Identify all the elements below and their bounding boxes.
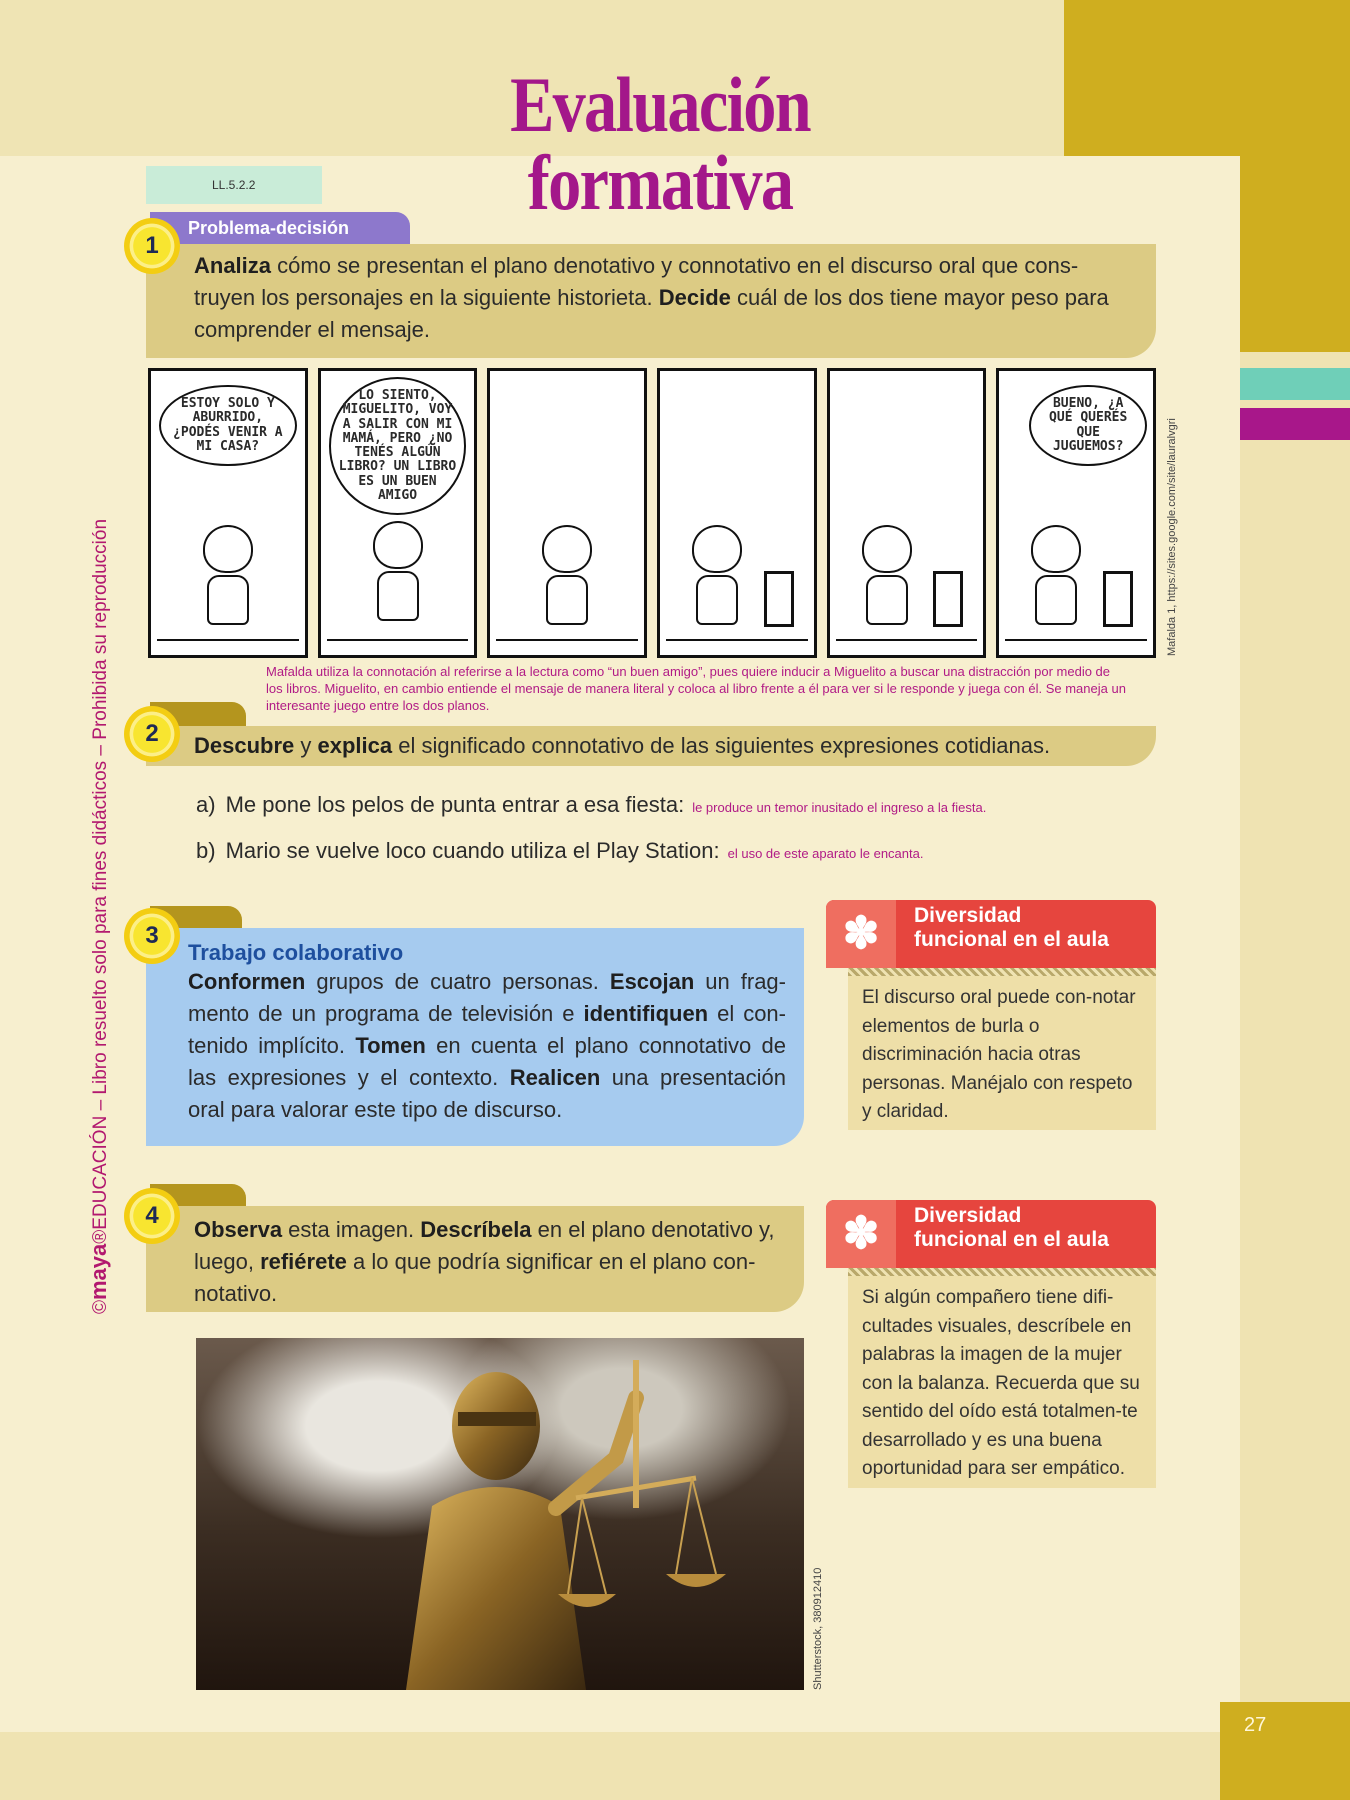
activity3-number-badge: 3 [124, 908, 180, 964]
activity4-number-badge: 4 [124, 1188, 180, 1244]
right-strip [1240, 352, 1350, 1702]
speech-bubble: ESTOY SOLO Y ABURRIDO, ¿PODÉS VENIR A MI CASA? [159, 385, 297, 466]
page-number-box [1220, 1702, 1350, 1800]
diversity-stripe [848, 968, 1156, 976]
bottom-band [0, 1732, 1350, 1800]
book-icon [1103, 571, 1133, 627]
page-title: Evaluación formativa [510, 61, 810, 226]
book-icon [764, 571, 794, 627]
diversity-header-1: ✽ Diversidad funcional en el aula [826, 900, 1156, 968]
side-copyright: ©maya®EDUCACIÓN – Libro resuelto solo para fines didácticos – Prohibida su reproducción [86, 518, 111, 1314]
expression-item-a: a) Me pone los pelos de punta entrar a esa fiesta: le produce un temor inusitado el ingreso a la fiesta. [196, 792, 987, 817]
activity2-instruction: Descubre y explica el significado connotativo de las siguientes expresiones cotidianas. [146, 726, 1156, 766]
photo-credit: Shutterstock, 380912410 [812, 1567, 824, 1690]
activity4-instruction: Observa esta imagen. Descríbela en el plano denotativo y, luego, refiérete a lo que podría significar en el plano con-notativo. [146, 1206, 804, 1312]
miguelito-figure [852, 525, 922, 635]
book-icon [933, 571, 963, 627]
skill-code-badge: LL.5.2.2 [146, 166, 322, 204]
comic-panel-3 [487, 368, 647, 658]
diversity-header-2: ✽ Diversidad funcional en el aula [826, 1200, 1156, 1268]
miguelito-figure [682, 525, 752, 635]
activity1-tab-label: Problema-decisión [188, 218, 350, 238]
lady-justice-statue [196, 1338, 804, 1690]
expression-answer: le produce un temor inusitado el ingreso a la fiesta. [692, 800, 987, 815]
lady-justice-photo [196, 1338, 804, 1690]
collaborative-work-box [146, 928, 804, 1146]
expression-item-b: b) Mario se vuelve loco cuando utiliza el Play Station: el uso de este aparato le encanta. [196, 838, 924, 863]
page-number: 27 [1244, 1714, 1267, 1736]
collaborative-heading: Trabajo colaborativo [188, 940, 404, 965]
flower-icon: ✽ [826, 1200, 896, 1268]
expression-answer: el uso de este aparato le encanta. [727, 846, 924, 861]
comic-panel-4 [657, 368, 817, 658]
diversity-text-1: El discurso oral puede con-notar elementos de burla o discriminación hacia otras personas. Manéjalo con respeto y claridad. [848, 976, 1156, 1130]
comic-panel-2 [318, 368, 478, 658]
activity1-number-badge: 1 [124, 218, 180, 274]
collaborative-text: Conformen grupos de cuatro personas. Escojan un frag-mento de un programa de televisión e identifiquen el con-tenido implícito. Tomen en cuenta el plano connotativo de las expresiones y el contexto. Realicen una presentación oral para valorar este tipo de discurso. [188, 969, 786, 1122]
activity1-instruction: Analiza cómo se presentan el plano denotativo y connotativo en el discurso oral que cons-truyen los personajes en la siguiente historieta. Decide cuál de los dos tiene mayor peso para comprender el mensaje. [146, 244, 1156, 358]
flower-icon: ✽ [826, 900, 896, 968]
brand-logo: maya [86, 1243, 111, 1300]
comic-strip [148, 368, 1156, 658]
miguelito-figure [193, 525, 263, 635]
activity1-answer: Mafalda utiliza la connotación al referirse a la lectura como “un buen amigo”, pues quiere inducir a Miguelito a buscar una distracción por medio de los libros. Miguelito, en cambio entiende el mensaje de manera literal y coloca al libro frente a él para ver si le responde y juega con él. Se maneja un interesante juego entre los dos planos. [266, 664, 1126, 713]
speech-bubble: LO SIENTO, MIGUELITO, VOY A SALIR CON MI MAMÁ, PERO ¿NO TENÉS ALGÚN LIBRO? UN LIBRO ES UN BUEN AMIGO [329, 377, 467, 515]
diversity-text-2: Si algún compañero tiene difi-cultades visuales, descríbele en palabras la imagen de la mujer con la balanza. Recuerda que su sentido del oído está totalmen-te desarrollado y es una buena oportunidad para ser empático. [848, 1276, 1156, 1488]
miguelito-figure [532, 525, 602, 635]
activity2-number-badge: 2 [124, 706, 180, 762]
comic-panel-5 [827, 368, 987, 658]
miguelito-figure [1021, 525, 1091, 635]
magenta-tab-marker [1240, 408, 1350, 440]
diversity-stripe [848, 1268, 1156, 1276]
comic-panel-6 [996, 368, 1156, 658]
teal-tab-marker [1240, 368, 1350, 400]
mafalda-figure [363, 521, 433, 631]
comic-credit: Mafalda 1, https://sites.google.com/site/lauralvgri [1166, 418, 1178, 656]
comic-panel-1 [148, 368, 308, 658]
speech-bubble: BUENO, ¿A QUÉ QUERÉS QUE JUGUEMOS? [1029, 385, 1147, 466]
